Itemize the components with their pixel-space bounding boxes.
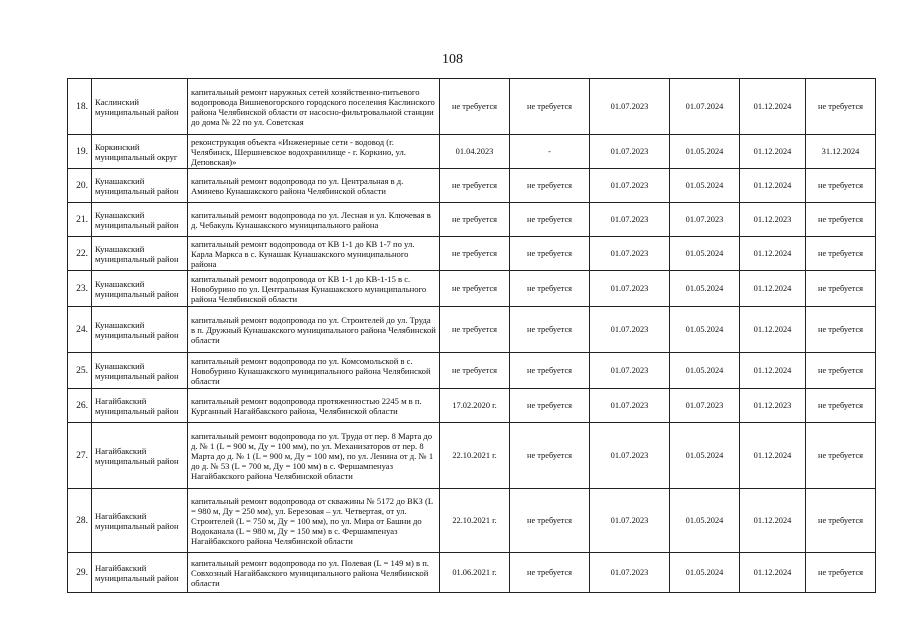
work-description: капитальный ремонт водопровода от КВ 1-1 до КВ-1-15 в с. Новобурино по ул. Центральная Кунашакского муниципального района Челябинской области xyxy=(188,271,440,307)
table-row xyxy=(68,423,876,489)
cell-col8: не требуется xyxy=(806,307,876,353)
cell-col4: не требуется xyxy=(510,307,590,353)
cell-col6: 01.05.2024 xyxy=(670,169,740,203)
district-name: Кунашакский муниципальный район xyxy=(92,271,188,307)
cell-col3: не требуется xyxy=(440,237,510,271)
cell-col5: 01.07.2023 xyxy=(590,389,670,423)
cell-col7: 01.12.2024 xyxy=(740,353,806,389)
cell-col6: 01.05.2024 xyxy=(670,307,740,353)
work-description: капитальный ремонт водопровода по ул. Лесная и ул. Ключевая в д. Чебакуль Кунашакского муниципального района xyxy=(188,203,440,237)
district-name: Кунашакский муниципальный район xyxy=(92,169,188,203)
cell-col5: 01.07.2023 xyxy=(590,135,670,169)
cell-col5: 01.07.2023 xyxy=(590,423,670,489)
cell-col5: 01.07.2023 xyxy=(590,553,670,593)
district-name: Коркинский муниципальный округ xyxy=(92,135,188,169)
work-description: капитальный ремонт водопровода от скважины № 5172 до ВКЗ (L = 980 м, Ду = 250 мм), ул. Березовая – ул. Четвертая, от ул. Строителей (L = 750 м, Ду = 100 мм), по ул. Мира от Башни до Водоканала (L = 980 м, Ду = 150 мм) в с. Фершампенуаз Нагайбакского района Челябинской области xyxy=(188,489,440,553)
table-row xyxy=(68,237,876,271)
cell-col5: 01.07.2023 xyxy=(590,237,670,271)
work-description: капитальный ремонт водопровода по ул. Центральная в д. Аминево Кунашакского района Челябинской области xyxy=(188,169,440,203)
cell-col8: не требуется xyxy=(806,79,876,135)
row-number: 26. xyxy=(68,389,92,423)
cell-col5: 01.07.2023 xyxy=(590,489,670,553)
table-row xyxy=(68,135,876,169)
district-name: Нагайбакский муниципальный район xyxy=(92,553,188,593)
cell-col3: не требуется xyxy=(440,271,510,307)
row-number: 22. xyxy=(68,237,92,271)
cell-col8: не требуется xyxy=(806,389,876,423)
cell-col6: 01.05.2024 xyxy=(670,423,740,489)
work-description: капитальный ремонт наружных сетей хозяйственно-питьевого водопровода Вишневогорского городского поселения Каслинского района Челябинской области от насосно-фильтровальной станции до дома № 22 по ул. Советская xyxy=(188,79,440,135)
cell-col7: 01.12.2023 xyxy=(740,389,806,423)
cell-col7: 01.12.2024 xyxy=(740,237,806,271)
cell-col8: не требуется xyxy=(806,553,876,593)
row-number: 20. xyxy=(68,169,92,203)
cell-col8: не требуется xyxy=(806,237,876,271)
cell-col3: не требуется xyxy=(440,203,510,237)
cell-col7: 01.12.2024 xyxy=(740,169,806,203)
cell-col7: 01.12.2024 xyxy=(740,271,806,307)
cell-col8: не требуется xyxy=(806,353,876,389)
table-row xyxy=(68,307,876,353)
row-number: 23. xyxy=(68,271,92,307)
cell-col4: не требуется xyxy=(510,237,590,271)
work-description: капитальный ремонт водопровода по ул. Труда от пер. 8 Марта до д. № 1 (L = 900 м, Ду = 100 мм), по ул. Механизаторов от пер. 8 Марта до д. № 1 (L = 900 м, Ду = 100 мм), по ул. Ленина от д. № 1 до д. № 53 (L = 700 м, Ду = 100 мм) в с. Фершампенуаз Нагайбакского района Челябинской области xyxy=(188,423,440,489)
cell-col3: не требуется xyxy=(440,353,510,389)
cell-col3: 17.02.2020 г. xyxy=(440,389,510,423)
cell-col5: 01.07.2023 xyxy=(590,169,670,203)
work-description: капитальный ремонт водопровода по ул. Полевая (L = 149 м) в п. Совхозный Нагайбакского муниципального района Челябинской области xyxy=(188,553,440,593)
work-description: капитальный ремонт водопровода протяженностью 2245 м в п. Курганный Нагайбакского района, Челябинской области xyxy=(188,389,440,423)
cell-col7: 01.12.2024 xyxy=(740,79,806,135)
district-name: Кунашакский муниципальный район xyxy=(92,237,188,271)
cell-col5: 01.07.2023 xyxy=(590,203,670,237)
cell-col3: не требуется xyxy=(440,79,510,135)
cell-col5: 01.07.2023 xyxy=(590,353,670,389)
district-name: Каслинский муниципальный район xyxy=(92,79,188,135)
district-name: Кунашакский муниципальный район xyxy=(92,203,188,237)
cell-col7: 01.12.2024 xyxy=(740,423,806,489)
cell-col6: 01.05.2024 xyxy=(670,271,740,307)
cell-col3: 01.06.2021 г. xyxy=(440,553,510,593)
cell-col5: 01.07.2023 xyxy=(590,271,670,307)
cell-col4: - xyxy=(510,135,590,169)
table-row xyxy=(68,353,876,389)
cell-col6: 01.05.2024 xyxy=(670,353,740,389)
work-description: реконструкция объекта «Инженерные сети - водовод (г. Челябинск, Шершневское водохранилище - г. Коркино, ул. Деповская)» xyxy=(188,135,440,169)
district-name: Нагайбакский муниципальный район xyxy=(92,389,188,423)
row-number: 18. xyxy=(68,79,92,135)
district-name: Нагайбакский муниципальный район xyxy=(92,423,188,489)
table-row xyxy=(68,489,876,553)
cell-col8: не требуется xyxy=(806,169,876,203)
table-row xyxy=(68,553,876,593)
district-name: Нагайбакский муниципальный район xyxy=(92,489,188,553)
work-description: капитальный ремонт водопровода по ул. Комсомольской в с. Новобурино Кунашакского муниципального района Челябинской области xyxy=(188,353,440,389)
cell-col7: 01.12.2024 xyxy=(740,489,806,553)
cell-col8: не требуется xyxy=(806,203,876,237)
cell-col6: 01.07.2023 xyxy=(670,203,740,237)
cell-col6: 01.05.2024 xyxy=(670,553,740,593)
row-number: 28. xyxy=(68,489,92,553)
table-row xyxy=(68,203,876,237)
cell-col6: 01.05.2024 xyxy=(670,135,740,169)
cell-col6: 01.07.2024 xyxy=(670,79,740,135)
cell-col5: 01.07.2023 xyxy=(590,307,670,353)
cell-col4: не требуется xyxy=(510,271,590,307)
cell-col3: 01.04.2023 xyxy=(440,135,510,169)
cell-col8: не требуется xyxy=(806,489,876,553)
cell-col7: 01.12.2024 xyxy=(740,307,806,353)
cell-col7: 01.12.2023 xyxy=(740,203,806,237)
row-number: 24. xyxy=(68,307,92,353)
cell-col8: 31.12.2024 xyxy=(806,135,876,169)
cell-col4: не требуется xyxy=(510,423,590,489)
cell-col4: не требуется xyxy=(510,389,590,423)
row-number: 21. xyxy=(68,203,92,237)
cell-col5: 01.07.2023 xyxy=(590,79,670,135)
cell-col4: не требуется xyxy=(510,79,590,135)
cell-col6: 01.05.2024 xyxy=(670,489,740,553)
cell-col7: 01.12.2024 xyxy=(740,553,806,593)
cell-col8: не требуется xyxy=(806,423,876,489)
row-number: 19. xyxy=(68,135,92,169)
row-number: 25. xyxy=(68,353,92,389)
page-number: 108 xyxy=(442,52,463,67)
district-name: Кунашакский муниципальный район xyxy=(92,353,188,389)
row-number: 27. xyxy=(68,423,92,489)
cell-col4: не требуется xyxy=(510,203,590,237)
row-number: 29. xyxy=(68,553,92,593)
cell-col3: не требуется xyxy=(440,169,510,203)
cell-col4: не требуется xyxy=(510,353,590,389)
cell-col3: не требуется xyxy=(440,307,510,353)
table-row xyxy=(68,169,876,203)
table-row xyxy=(68,271,876,307)
table-body xyxy=(68,79,876,593)
cell-col6: 01.05.2024 xyxy=(670,237,740,271)
cell-col7: 01.12.2024 xyxy=(740,135,806,169)
table-row xyxy=(68,79,876,135)
work-description: капитальный ремонт водопровода по ул. Строителей до ул. Труда в п. Дружный Кунашакского муниципального района Челябинской области xyxy=(188,307,440,353)
work-description: капитальный ремонт водопровода от КВ 1-1 до КВ 1-7 по ул. Карла Маркса в с. Кунашак Кунашакского муниципального района xyxy=(188,237,440,271)
cell-col4: не требуется xyxy=(510,489,590,553)
table-row xyxy=(68,389,876,423)
cell-col3: 22.10.2021 г. xyxy=(440,423,510,489)
cell-col8: не требуется xyxy=(806,271,876,307)
cell-col3: 22.10.2021 г. xyxy=(440,489,510,553)
district-name: Кунашакский муниципальный район xyxy=(92,307,188,353)
cell-col4: не требуется xyxy=(510,169,590,203)
objects-table xyxy=(67,78,876,593)
cell-col4: не требуется xyxy=(510,553,590,593)
cell-col6: 01.07.2023 xyxy=(670,389,740,423)
